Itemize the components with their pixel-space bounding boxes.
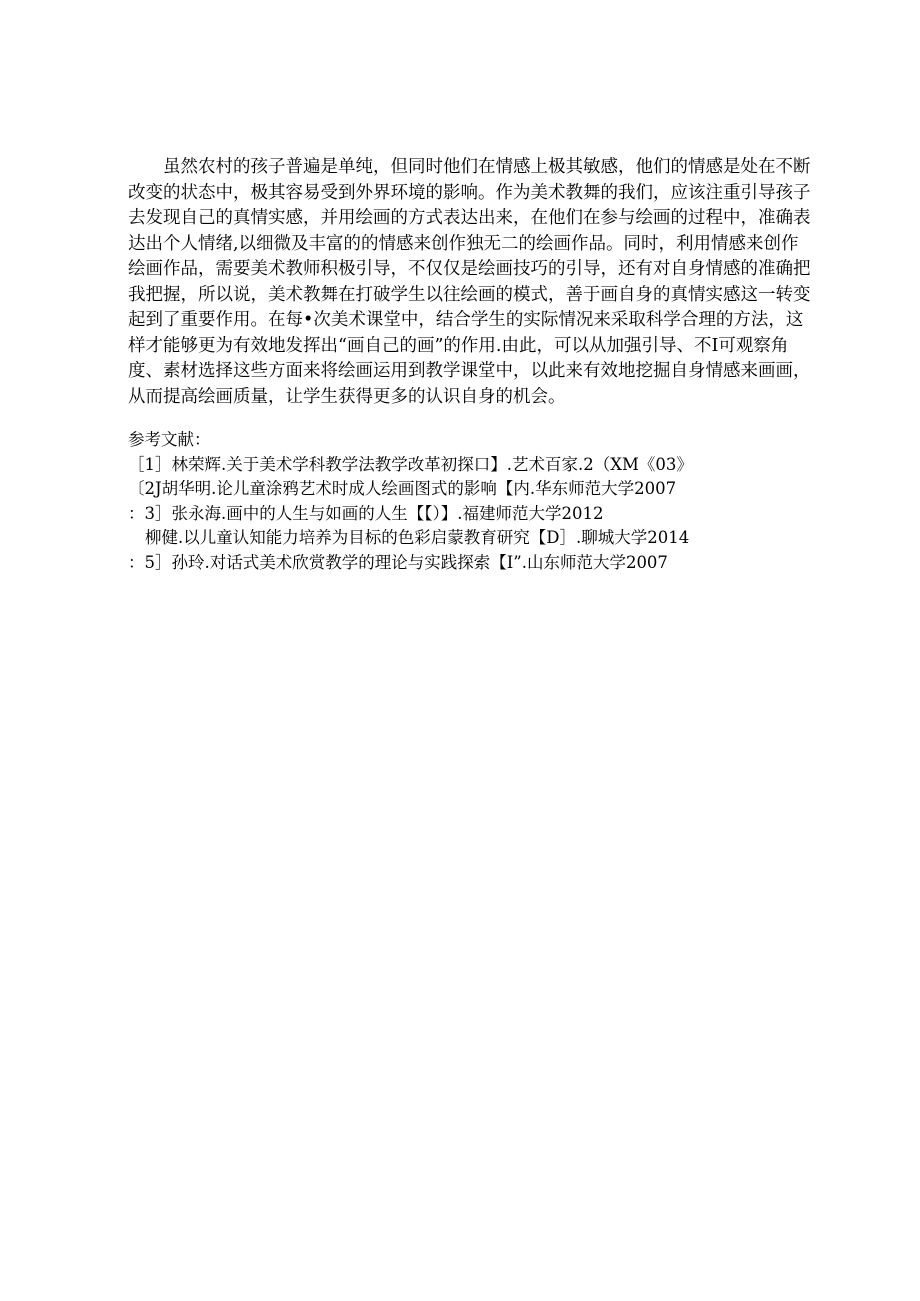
paragraph-line: 绘画作品，需要美术教师积极引导，不仅仅是绘画技巧的引导，还有对自身情感的准确把 [128, 259, 811, 279]
paragraph-line: 样才能够更为有效地发挥出“画自己的画”的作用.由此，可以从加强引导、不I可观察角 [128, 335, 789, 356]
paragraph-line: 我把握，所以说，美术教舞在打破学生以往绘画的模式，善于画自身的真情实感这一转变 [128, 284, 811, 305]
paragraph-line: 去发现自己的真情实感，并用绘画的方式表达出来，在他们在参与绘画的过程中，准确表 [128, 208, 811, 228]
reference-item: 〔2J胡华明.论儿童涂鸦艺术时成人绘画图式的影响【内.华东师范大学2007 [128, 479, 677, 498]
paragraph-line: 从而提高绘画质量，让学生获得更多的认识自身的机会。 [128, 386, 566, 407]
references-heading: 参考文献： [128, 430, 211, 449]
references-section [128, 428, 792, 575]
paragraph-line: 改变的状态中，极其容易受到外界环境的影响。作为美术教舞的我们，应该注重引导孩子 [128, 182, 811, 203]
paragraph-line: 起到了重要作用。在每•次美术课堂中，结合学生的实际情况来采取科学合理的方法，这 [128, 310, 804, 330]
body-paragraph [128, 155, 811, 410]
reference-item: ：5］孙玲.对话式美术欣赏教学的理论与实践探索【I”.山东师范大学2007 [128, 552, 668, 572]
paragraph-line: 虽然农村的孩子普遍是单纯，但同时他们在情感上极其敏感，他们的情感是处在不断 [163, 157, 811, 177]
paragraph-line: 度、素材选择这些方面来将绘画运用到教学课堂中，以此来有效地挖掘自身情感来画画， [128, 361, 811, 381]
reference-item: 柳健.以儿童认知能力培养为目标的色彩启蒙教育研究【D］.聊城大学2014 [145, 528, 690, 547]
paragraph-line: 达出个人情绪,以细微及丰富的的情感来创作独无二的绘画作品。同时，利用情感来创作 [128, 233, 799, 254]
reference-item: ：3］张永海.画中的人生与如画的人生【【）】.福建师范大学2012 [128, 503, 604, 523]
reference-item: ［1］林荣辉.关于美术学科教学法教学改革初探口】.艺术百家.2（XM《03》 [128, 454, 693, 474]
